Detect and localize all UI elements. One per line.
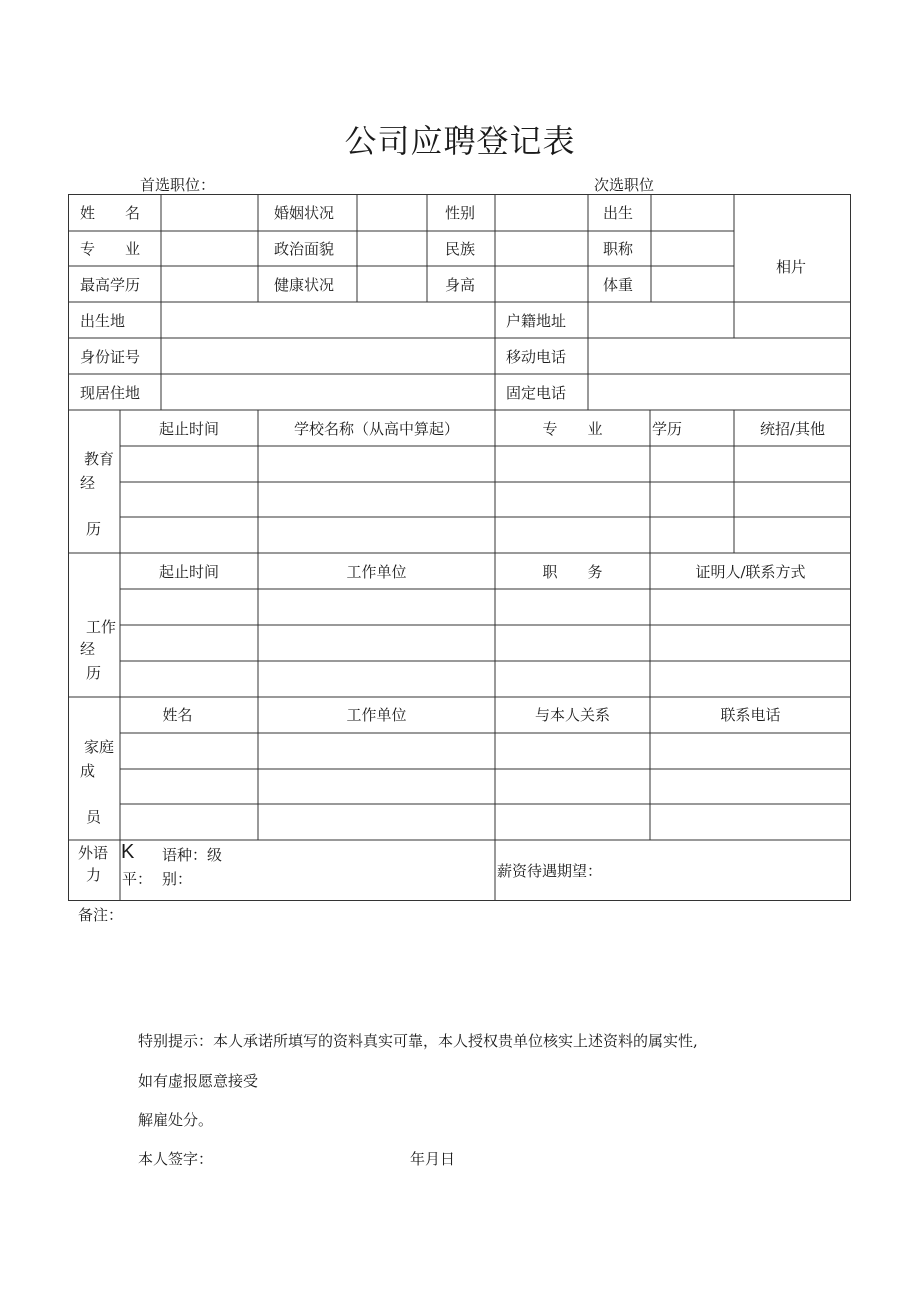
family-section-label: 家庭 [84,738,115,756]
household-address-label: 户籍地址 [506,312,567,330]
salary-expectation-label: 薪资待遇期望： [497,862,603,880]
education-column-header: 学校名称（从高中算起） [293,420,459,438]
education-section-label: 教育 [84,450,115,468]
marital-status-label: 婚姻状况 [274,204,335,222]
education-section-label: 经 [80,474,96,492]
language-type-label: 语种：级 [162,846,223,864]
work-column-header: 职 务 [542,563,603,581]
family-column-header: 与本人关系 [534,706,610,724]
date-label: 年月日 [410,1150,456,1168]
education-level-label: 最高学历 [80,276,141,294]
photo-label: 相片 [776,258,807,276]
registration-form [68,194,851,901]
notice-line-2: 如有虚报愿意接受 [138,1072,259,1090]
education-column-header: 专 业 [542,420,603,438]
work-column-header: 工作单位 [346,563,407,581]
language-ability-label: 外语 [78,844,109,862]
form-grid [68,194,851,901]
major-label: 专 业 [80,240,141,258]
birthplace-label: 出生地 [80,312,126,330]
political-status-label: 政治面貌 [274,240,335,258]
family-section-label: 员 [86,808,102,826]
language-level-label: 平： [122,870,153,888]
work-column-header: 证明人/联系方式 [695,563,806,581]
education-column-header: 起止时间 [158,420,219,438]
language-grade-label: 别： [162,870,193,888]
family-column-header: 工作单位 [346,706,407,724]
weight-label: 体重 [603,276,634,294]
k-mark: K [121,841,135,863]
work-section-label: 工作 [86,618,117,636]
education-column-header: 统招/其他 [759,420,826,438]
gender-label: 性别 [445,204,476,222]
notice-line-3: 解雇处分。 [138,1111,214,1129]
work-section-label: 经 [80,640,96,658]
notice-line-1: 特别提示：本人承诺所填写的资料真实可靠，本人授权贵单位核实上述资料的属实性, [138,1032,698,1050]
health-status-label: 健康状况 [274,276,335,294]
mobile-phone-label: 移动电话 [506,348,567,366]
education-column-header: 学历 [652,420,683,438]
title-rank-label: 职称 [603,240,634,258]
height-label: 身高 [445,276,476,294]
page-title: 公司应聘登记表 [344,122,576,160]
signature-label: 本人签字： [138,1150,214,1168]
landline-label: 固定电话 [506,384,567,402]
education-section-label: 历 [86,520,102,538]
birth-label: 出生 [603,204,634,222]
name-label: 姓 名 [80,204,141,222]
residence-label: 现居住地 [80,384,141,402]
ethnicity-label: 民族 [445,240,476,258]
first-choice-label: 首选职位： [140,176,216,194]
family-column-header: 姓名 [162,706,193,724]
id-number-label: 身份证号 [80,348,141,366]
work-column-header: 起止时间 [158,563,219,581]
second-choice-label: 次选职位 [594,176,655,194]
language-ability-label: 力 [86,866,102,884]
remarks-label: 备注： [78,906,124,924]
family-column-header: 联系电话 [720,706,781,724]
family-section-label: 成 [80,762,96,780]
work-section-label: 历 [86,664,102,682]
